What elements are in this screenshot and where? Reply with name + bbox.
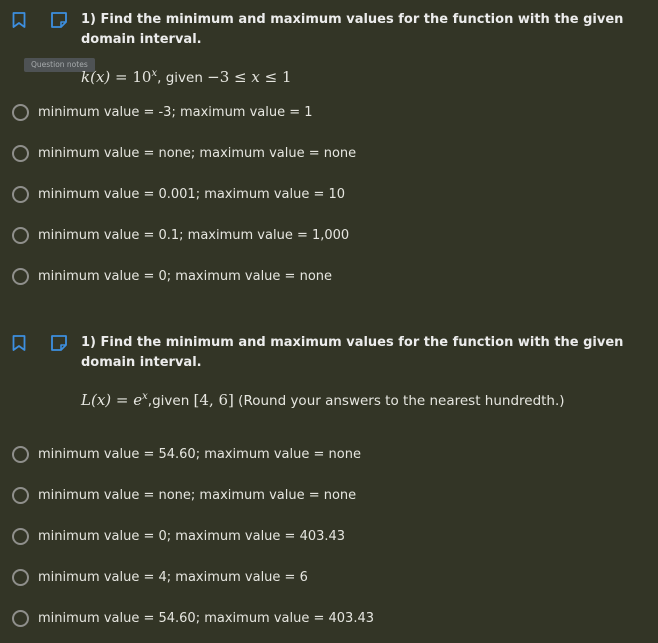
question-header [0,333,658,373]
note-icon[interactable] [50,334,68,352]
answer-option-label: minimum value = none; maximum value = none [38,488,357,503]
answer-option-label: minimum value = 0; maximum value = none [38,269,333,284]
formula-note: (Round your answers to the nearest hundredth.) [238,393,565,409]
radio-button[interactable] [12,569,29,586]
radio-button[interactable] [12,227,29,244]
question-formula: k(x) = 10$^x$, given −3 ≤ x ≤ 1 [81,68,292,86]
radio-button[interactable] [12,528,29,545]
answer-option[interactable] [10,609,630,633]
answer-option-label: minimum value = 4; maximum value = 6 [38,570,308,585]
answer-option[interactable] [10,445,630,469]
question-1 [0,10,658,300]
formula-lhs: k(x) = 10$^x$ [81,68,158,86]
question-2 [0,333,658,633]
question-header [0,10,658,50]
formula-lhs: $L(x) = e^x$ [81,391,148,409]
answer-option[interactable] [10,486,630,510]
radio-button[interactable] [12,610,29,627]
answer-option-label: minimum value = 54.60; maximum value = 403.43 [38,611,375,626]
answer-option-label: minimum value = 0.1; maximum value = 1,000 [38,228,350,243]
answer-option[interactable] [10,144,630,168]
question-notes-badge[interactable]: Question notes [24,58,95,72]
radio-button[interactable] [12,145,29,162]
question-title: 1) Find the minimum and maximum values for the function with the given domain interval. [81,12,624,47]
answer-option-label: minimum value = 0; maximum value = 403.43 [38,529,346,544]
answer-option[interactable] [10,103,630,127]
answer-option[interactable] [10,568,630,592]
radio-button[interactable] [12,487,29,504]
question-title: 1) Find the minimum and maximum values for the function with the given domain interval. [81,335,624,370]
bookmark-icon[interactable] [12,335,26,351]
answer-option-label: minimum value = -3; maximum value = 1 [38,105,313,120]
question-formula: $L(x) = e^x,given$ [4, 6] (Round your answers to the nearest hundredth.) [81,391,565,409]
answer-option-label: minimum value = 0.001; maximum value = 10 [38,187,346,202]
radio-button[interactable] [12,446,29,463]
bookmark-icon[interactable] [12,12,26,28]
radio-button[interactable] [12,186,29,203]
answer-option[interactable] [10,185,630,209]
answer-option-label: minimum value = 54.60; maximum value = none [38,447,361,462]
answer-option[interactable] [10,226,630,250]
radio-button[interactable] [12,268,29,285]
answer-option[interactable] [10,267,630,291]
answer-option-label: minimum value = none; maximum value = none [38,146,357,161]
radio-button[interactable] [12,104,29,121]
note-icon[interactable] [50,11,68,29]
answer-option[interactable] [10,527,630,551]
